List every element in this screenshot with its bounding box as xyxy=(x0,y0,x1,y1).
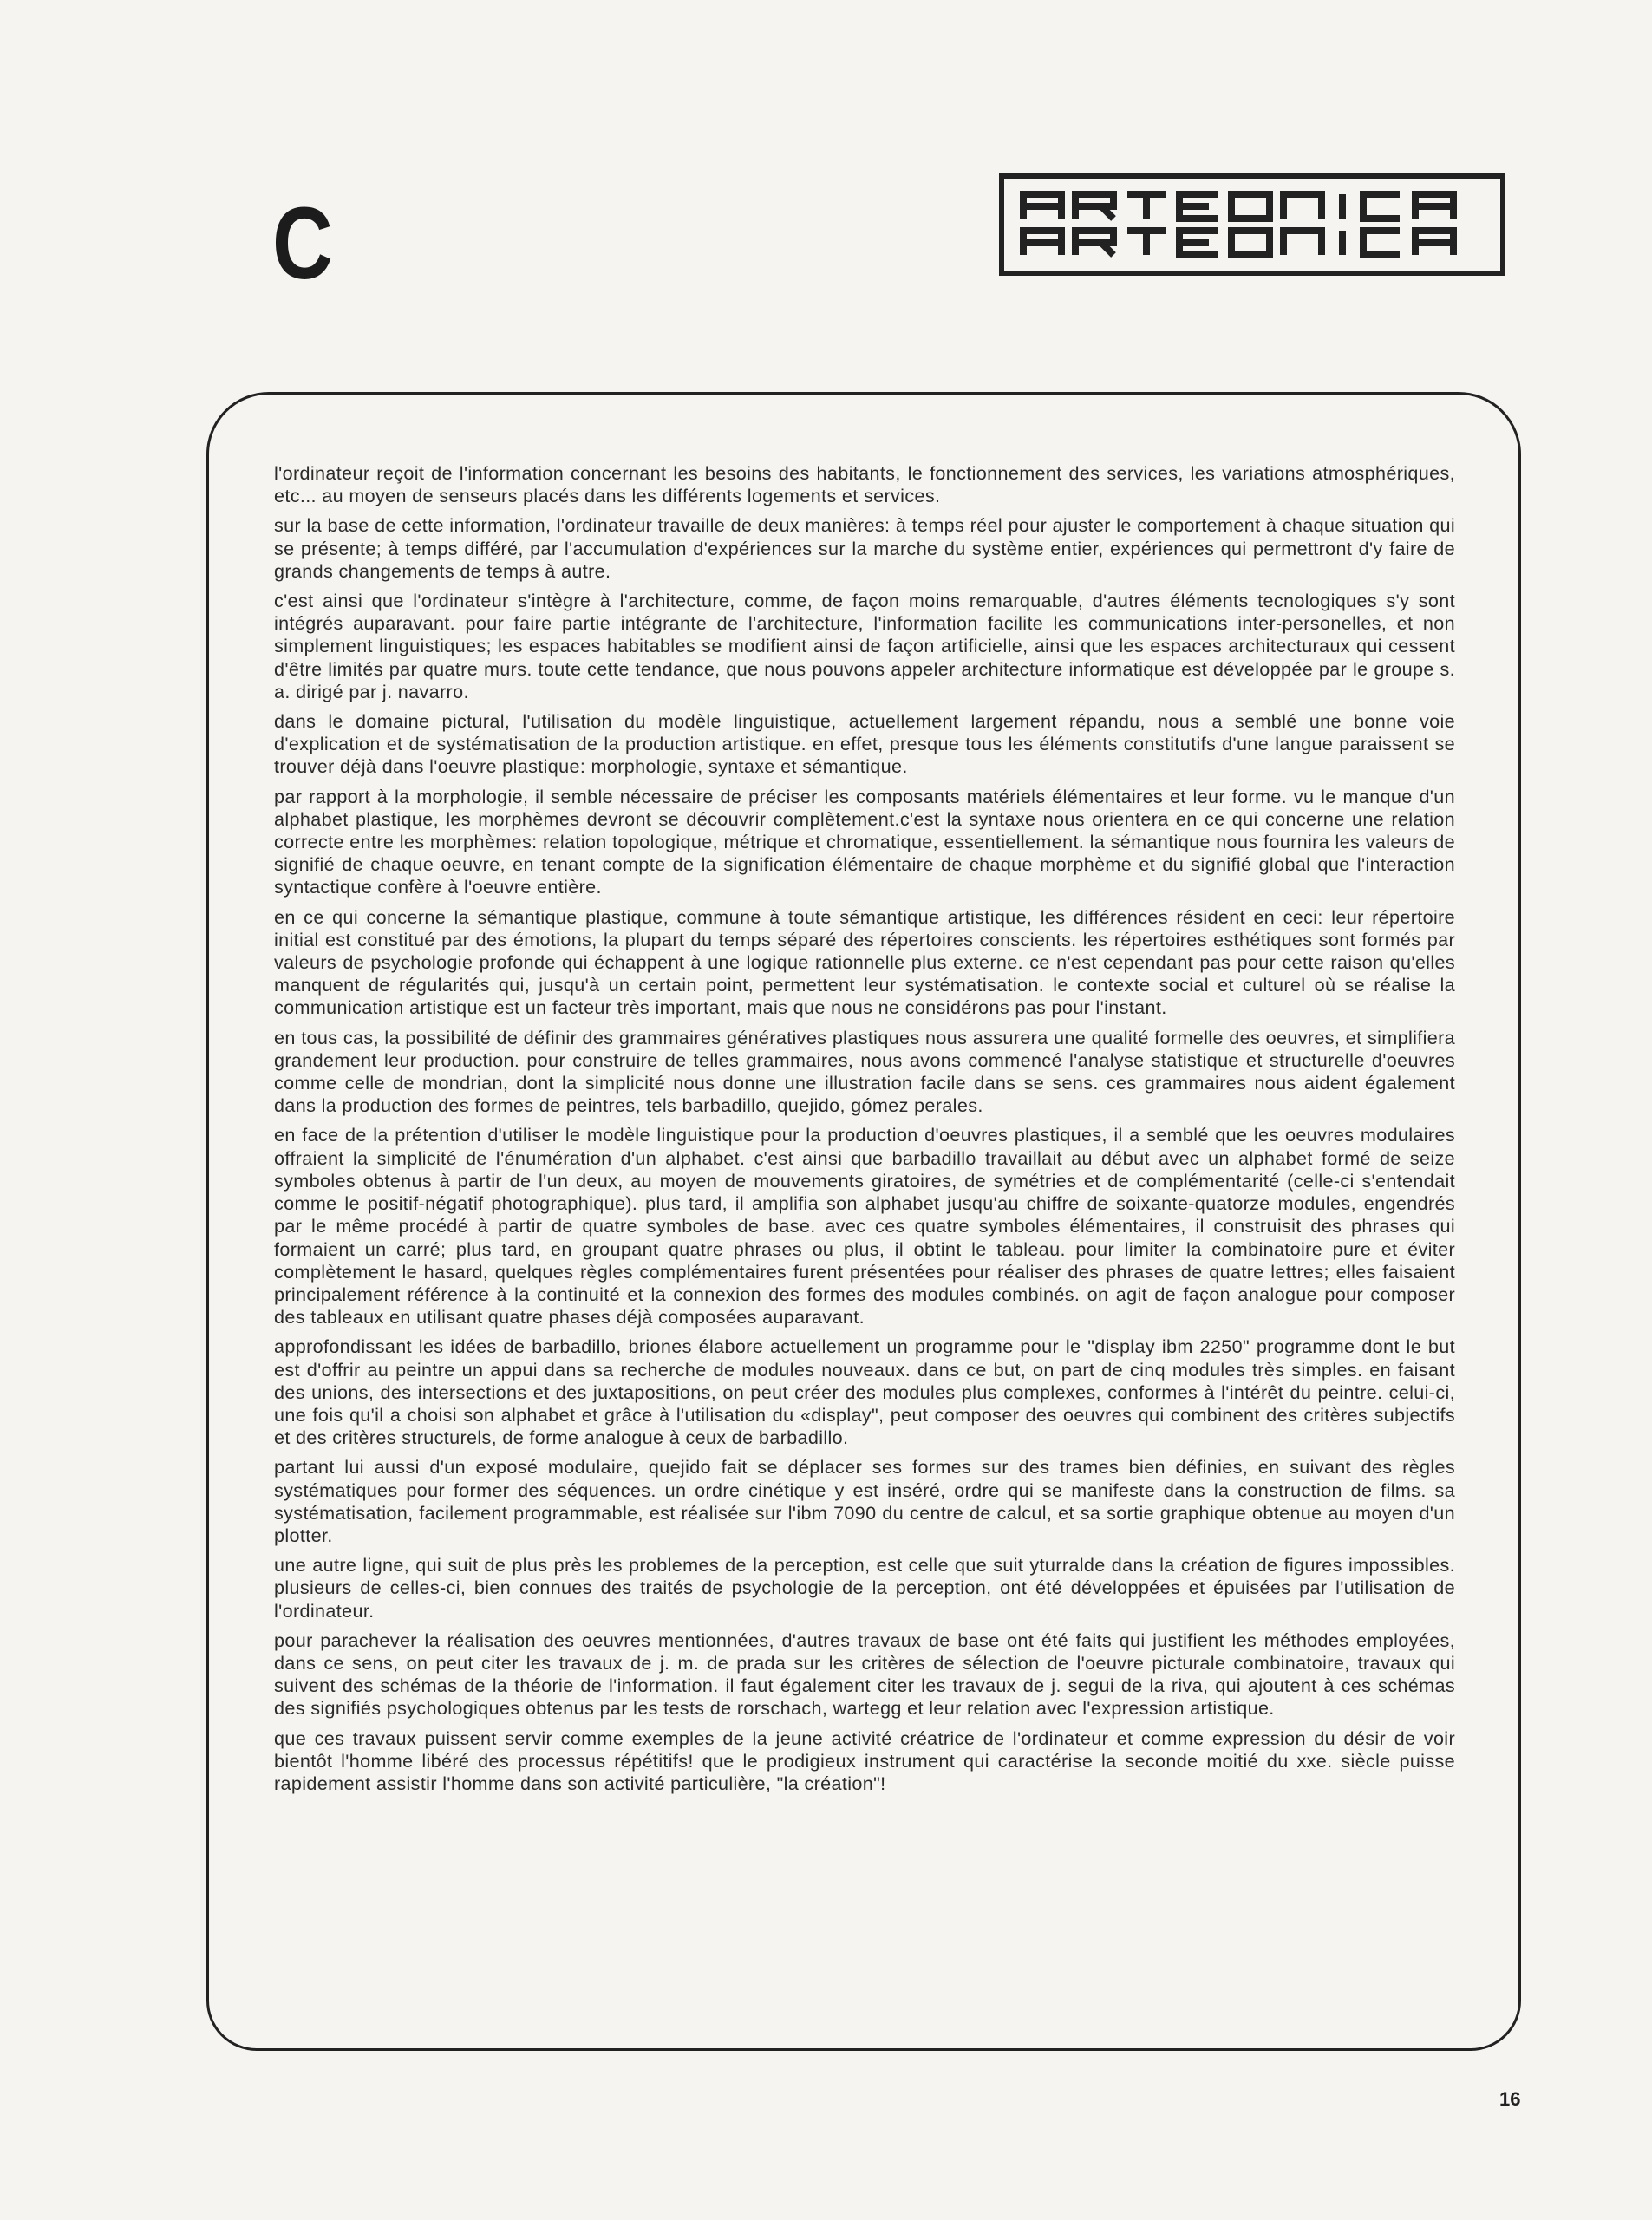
paragraph: en tous cas, la possibilité de définir des grammaires génératives plastiques nous assurera une qualité formelle des oeuvres, et simplifiera grandement leur production. pour construire de telles grammaires, nous avons commencé l'analyse statistique et structurelle d'oeuvres comme celle de mondrian, dont la simplicité nous donne une illustration facile dans se sens. ces grammaires nous aident également dans la production des formes de peintres, tels barbadillo, quejido, gómez perales. xyxy=(274,1026,1455,1117)
paragraph: c'est ainsi que l'ordinateur s'intègre à l'architecture, comme, de façon moins remarquable, d'autres éléments tecnologiques s'y sont intégrés auparavant. pour faire partie intégrante de l'architecture, l'information facilite les communications inter-personelles, et non simplement linguistiques; les espaces habitables se modifient ainsi de façon artificielle, ainsi que les espaces architecturaux qui cessent d'être limités par quatre murs. toute cette tendance, que nous pouvons appeler architecture informatique est développée par le groupe s. a. dirigé par j. navarro. xyxy=(274,590,1455,702)
page-number: 16 xyxy=(1499,2088,1521,2110)
paragraph: que ces travaux puissent servir comme exemples de la jeune activité créatrice de l'ordinateur et comme expression du désir de voir bientôt l'homme libéré des processus répétitifs! que le prodigieux instrument qui caractérise la seconde moitié du xxe. siècle puisse rapidement assistir l'homme dans son activité particulière, "la création"! xyxy=(274,1727,1455,1794)
paragraph: par rapport à la morphologie, il semble nécessaire de préciser les composants matériels élémentaires et leur forme. vu le manque d'un alphabet plastique, les morphèmes devront se découvrir complètement.c'est la syntaxe nous orientera en ce qui concerne une relation correcte entre les morphèmes: relation topologique, métrique et chromatique, essentiellement. la sémantique nous fournira les valeurs de signifié de chaque oeuvre, en tenant compte de la signification élémentaire de chaque morphème et du signifié global que l'interaction syntactique confère à l'oeuvre entière. xyxy=(274,785,1455,898)
paragraph: sur la base de cette information, l'ordinateur travaille de deux manières: à temps réel pour ajuster le comportement à chaque situation qui se présente; à temps différé, par l'accumulation d'expériences sur la marche du système entier, expériences qui permettront d'y faire de grands changements de temps à autre. xyxy=(274,514,1455,582)
paragraph: dans le domaine pictural, l'utilisation du modèle linguistique, actuellement largement répandu, nous a semblé une bonne voie d'explication et de systématisation de la production artistique. en effet, presque tous les éléments constitutifs d'une langue paraissent se trouver déjà dans l'oeuvre plastique: morphologie, syntaxe et sémantique. xyxy=(274,710,1455,778)
paragraph: approfondissant les idées de barbadillo, briones élabore actuellement un programme pour le "display ibm 2250" programme dont le but est d'offrir au peintre un appui dans sa recherche de modules nouveaux. dans ce but, on part de cinq modules très simples. en faisant des unions, des intersections et des juxtapositions, on peut créer des modules plus complexes, conformes à l'intérêt du peintre. celui-ci, une fois qu'il a choisi son alphabet et grâce à l'utilisation du «display", peut composer des oeuvres qui combinent des critères subjectifs et des critères structurels, de forme analogue à ceux de barbadillo. xyxy=(274,1335,1455,1449)
paragraph: en ce qui concerne la sémantique plastique, commune à toute sémantique artistique, les différences résident en ceci: leur répertoire initial est constitué par des émotions, la plupart du temps séparé des répertoires conscients. les répertoires esthétiques sont formés par valeurs de psychologie profonde qui échappent à une logique rationnelle plus externe. ce n'est cependant pas pour cette raison qu'elles manquent de régularités qui, jusqu'à un certain point, permettent leur systématisation. le contexte social et culturel où se réalise la communication artistique est un facteur très important, mais que nous ne considérons pas pour l'instant. xyxy=(274,905,1455,1019)
paragraph: partant lui aussi d'un exposé modulaire, quejido fait se déplacer ses formes sur des trames bien définies, en suivant des règles systématiques pour former des séquences. un ordre cinétique y est inséré, ordre qui se manifeste dans la construction de films. sa systématisation, facilement programmable, est réalisée sur l'ibm 7090 du centre de calcul, et sa sortie graphique obtenue au moyen d'un plotter. xyxy=(274,1456,1455,1546)
paragraph: pour parachever la réalisation des oeuvres mentionnées, d'autres travaux de base ont été faits qui justifient les méthodes employées, dans ce sens, on peut citer les travaux de j. m. de prada sur les critères de sélection de l'oeuvre picturale combinatoire, travaux qui suivent des schémas de la théorie de l'information. il faut également citer les travaux de j. segui de la riva, qui ajoutent à ces schémas des signifiés psychologiques obtenus par les tests de rorschach, wartegg et leur relation avec l'expression artistique. xyxy=(274,1629,1455,1720)
paragraph: l'ordinateur reçoit de l'information concernant les besoins des habitants, le fonctionnement des services, les variations atmosphériques, etc... au moyen de senseurs placés dans les différents logements et services. xyxy=(274,462,1455,507)
section-letter: C xyxy=(272,186,333,301)
paragraph: une autre ligne, qui suit de plus près les problemes de la perception, est celle que suit yturralde dans la création de figures impossibles. plusieurs de celles-ci, bien connues des traités de psychologie de la perception, ont été développées et épuisées par l'utilisation de l'ordinateur. xyxy=(274,1554,1455,1622)
article-body xyxy=(274,462,1455,1802)
arteonica-logo xyxy=(999,173,1505,276)
paragraph: en face de la prétention d'utiliser le modèle linguistique pour la production d'oeuvres plastiques, il a semblé que les oeuvres modulaires offraient la simplicité de l'énumération d'un alphabet. c'est ainsi que barbadillo travaillait au début avec un alphabet formé de seize symboles obtenus à partir de l'un deux, au moyen de mouvements giratoires, de symétries et de complémentarité (celle-ci s'entendait comme le positif-négatif photographique). plus tard, il amplifia son alphabet jusqu'au chiffre de soixante-quatorze modules, engendrés par le même procédé à partir de quatre symboles de base. avec ces quatre symboles élémentaires, il construisit des phrases qui formaient un carré; plus tard, en groupant quatre phrases ou plus, il obtint le tableau. pour limiter la combinatoire pure et éviter complètement le hasard, quelques règles complémentaires furent présentées pour réaliser des phrases de quatre lettres; elles faisaient principalement référence à la continuité et la connexion des formes des modules combinés. on agit de façon analogue pour composer des tableaux en utilisant quatre phases déjà composées auparavant. xyxy=(274,1124,1455,1329)
